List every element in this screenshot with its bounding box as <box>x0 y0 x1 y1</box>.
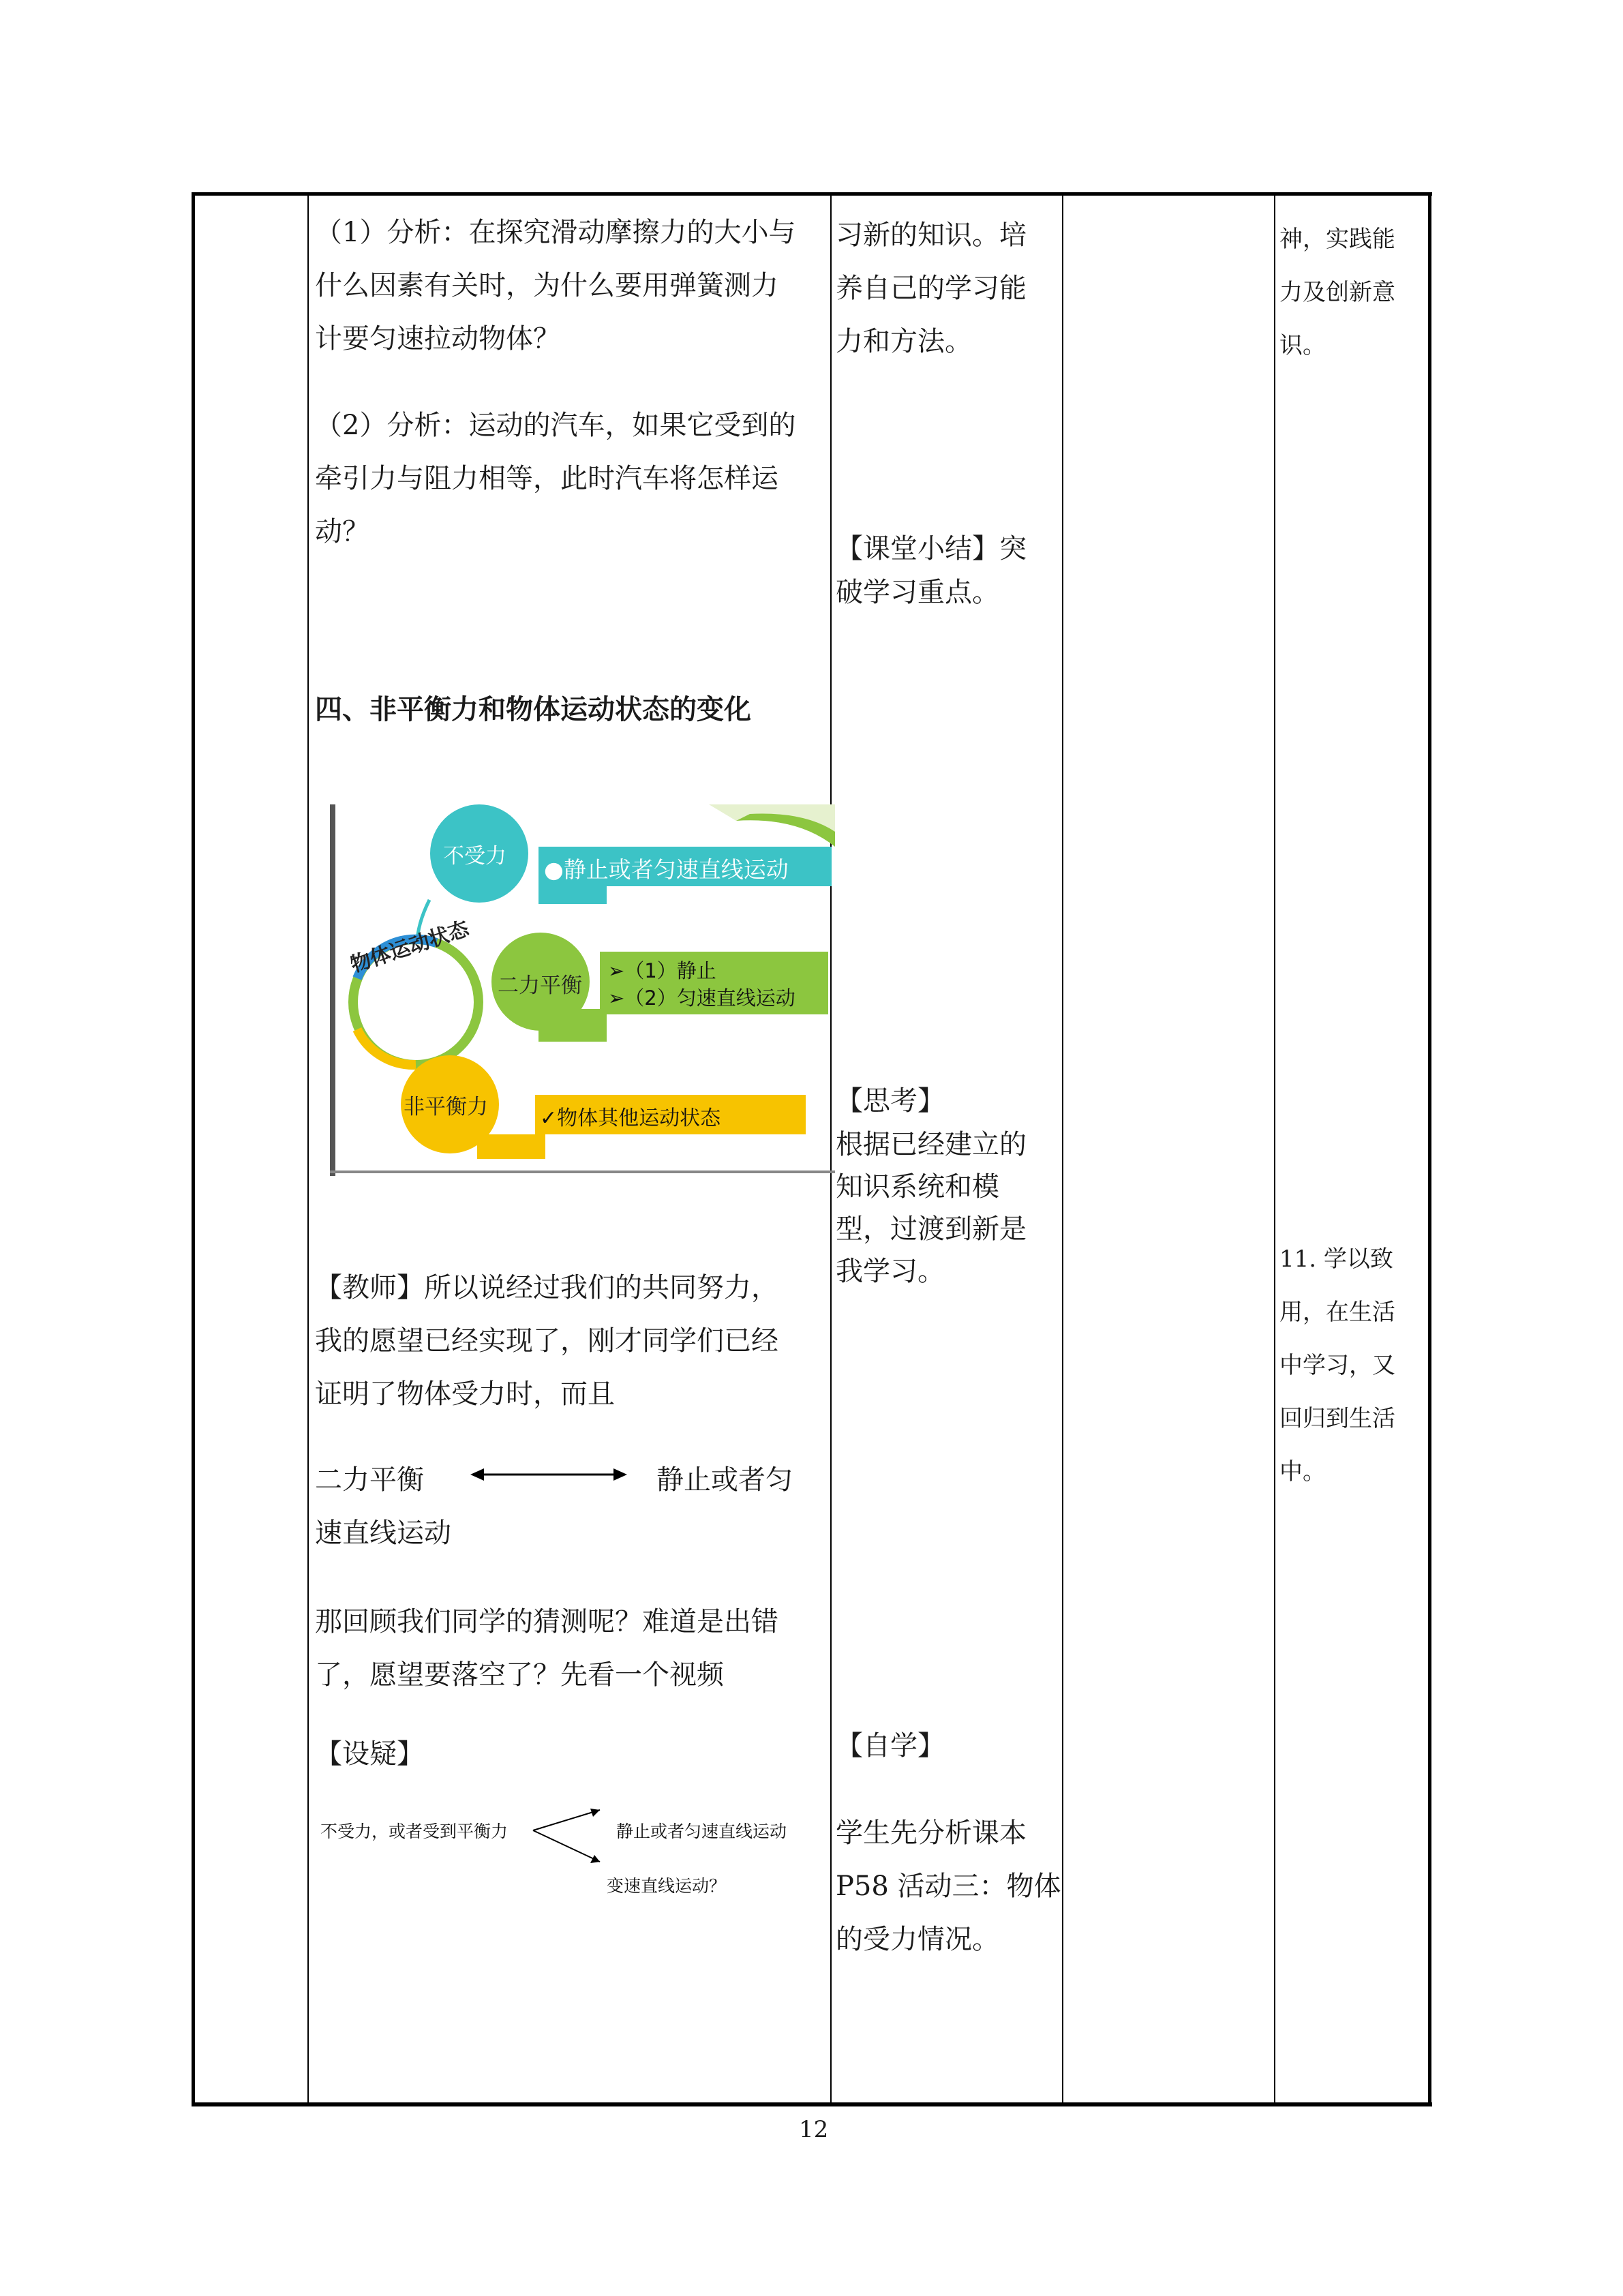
mind-map-node-balanced: 二力平衡 <box>498 973 582 998</box>
teacher-line-3: 证明了物体受力时，而且 <box>315 1378 615 1410</box>
teacher-line-2: 我的愿望已经实现了，刚才同学们已经 <box>315 1325 778 1357</box>
column-divider-1 <box>307 192 309 2104</box>
col3-top-line-2: 养自己的学习能 <box>836 273 1027 304</box>
self-study-line-2: P58 活动三：物体 <box>836 1871 1061 1902</box>
col5-mid-line-1: 11. 学以致 <box>1279 1245 1393 1273</box>
class-summary-line-1: 【课堂小结】突 <box>836 533 1027 564</box>
mind-map-center-label: 物体运动状态 <box>348 916 472 978</box>
doubt-diagram-right-bottom: 变速直线运动？ <box>607 1876 727 1896</box>
balance-right-label: 静止或者匀 <box>656 1464 793 1496</box>
table-left-border <box>192 192 195 2106</box>
balance-left-label: 二力平衡 <box>315 1464 424 1496</box>
analysis-1-line-3: 计要匀速拉动物体？ <box>315 323 560 354</box>
class-summary-line-2: 破学习重点。 <box>836 577 999 608</box>
think-line-4: 我学习。 <box>836 1256 945 1287</box>
mind-map-node-unbalanced: 非平衡力 <box>404 1095 488 1119</box>
balance-continuation: 速直线运动 <box>315 1517 451 1549</box>
col5-mid-line-5: 中。 <box>1279 1458 1326 1485</box>
analysis-2-line-3: 动？ <box>315 516 369 547</box>
mind-map-result-uniform: ➢（2）匀速直线运动 <box>608 986 795 1010</box>
mind-map-result-static-uniform: ●静止或者匀速直线运动 <box>544 856 789 883</box>
col5-mid-line-3: 中学习，又 <box>1279 1352 1395 1379</box>
double-arrow <box>470 1464 627 1485</box>
self-study-line-1: 学生先分析课本 <box>836 1817 1027 1849</box>
col5-mid-line-4: 回归到生活 <box>1279 1405 1395 1432</box>
table-right-border <box>1428 192 1431 2106</box>
col5-top-line-3: 识。 <box>1279 332 1326 359</box>
mind-map-figure <box>327 804 835 1176</box>
analysis-1-line-2: 什么因素有关时，为什么要用弹簧测力 <box>315 270 778 301</box>
page-number: 12 <box>799 2116 829 2143</box>
col5-top-line-1: 神，实践能 <box>1279 226 1395 253</box>
think-line-2: 知识系统和模 <box>836 1171 999 1203</box>
col5-top-line-2: 力及创新意 <box>1279 279 1395 306</box>
mind-map-result-other-states: ✓物体其他运动状态 <box>540 1106 721 1130</box>
mind-map-node-no-force: 不受力 <box>443 844 506 868</box>
analysis-1-line-1: （1）分析：在探究滑动摩擦力的大小与 <box>315 217 796 248</box>
analysis-2-line-2: 牵引力与阻力相等，此时汽车将怎样运 <box>315 463 778 494</box>
review-line-2: 了，愿望要落空了？先看一个视频 <box>315 1659 724 1691</box>
doubt-diagram-right-top: 静止或者匀速直线运动 <box>616 1822 787 1841</box>
think-line-1: 根据已经建立的 <box>836 1129 1027 1160</box>
col3-top-line-3: 力和方法。 <box>836 326 972 357</box>
doubt-diagram <box>320 1803 825 1899</box>
think-label: 【思考】 <box>836 1085 945 1117</box>
doubt-diagram-left: 不受力，或者受到平衡力 <box>320 1822 509 1841</box>
col3-top-line-1: 习新的知识。培 <box>836 220 1027 251</box>
column-divider-4 <box>1274 192 1275 2104</box>
section-heading: 四、非平衡力和物体运动状态的变化 <box>315 693 751 725</box>
review-line-1: 那回顾我们同学的猜测呢？难道是出错 <box>315 1606 778 1637</box>
mind-map-result-static: ➢（1）静止 <box>608 959 716 982</box>
teacher-line-1: 【教师】所以说经过我们的共同努力， <box>315 1272 778 1303</box>
column-divider-3 <box>1062 192 1063 2104</box>
analysis-2-line-1: （2）分析：运动的汽车，如果它受到的 <box>315 410 796 441</box>
self-study-line-3: 的受力情况。 <box>836 1924 999 1955</box>
self-study-label: 【自学】 <box>836 1730 945 1762</box>
doubt-label: 【设疑】 <box>315 1738 424 1770</box>
col5-mid-line-2: 用，在生活 <box>1279 1299 1395 1326</box>
think-line-3: 型，过渡到新是 <box>836 1213 1027 1245</box>
table-top-border <box>192 192 1432 196</box>
